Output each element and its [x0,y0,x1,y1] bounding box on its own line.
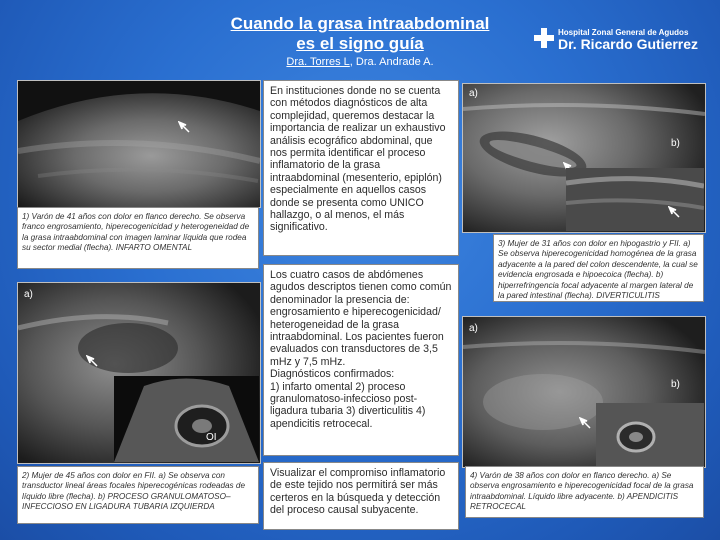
case1-ultrasound-image [17,80,261,208]
case2-arrow-icon [86,355,98,367]
case1-caption: 1) Varón de 41 años con dolor en flanco derecho. Se observa franco engrosamiento, hiperecogenicidad y heterogeneidad de la grasa intraabdominal con imagen laminar líquida que rodea su sector medial (flecha). INFARTO OMENTAL [17,207,259,269]
case4-ultrasound-graphic-b [596,403,704,466]
author-1: Dra. Torres L [286,56,350,68]
case2-label-a: a) [24,289,33,300]
diagnoses-heading: Diagnósticos confirmados: [270,368,395,381]
intro-text: En instituciones donde no se cuenta con métodos diagnósticos de alta complejidad, queremos destacar la importancia de realizar un exhaustivo análisis ecográfico abdominal, que nos permita identificar el proceso inflamatorio de la grasa intraabdominal (mesenterio, epiplón) especialmente en aquellos casos donde se presenta como UNICO hallazgo, o al menos, el más significativo. [270,85,446,234]
case4-caption: 4) Varón de 38 años con dolor en flanco derecho. a) Se observa engrosamiento e hiperecogenicidad focal de la grasa intraabdominal. Líquido libre adyacente. b) APENDICITIS RETROCECAL [465,466,704,518]
case3-arrow-b-icon [668,206,680,218]
conclusion-text: Visualizar el compromiso inflamatorio de este tejido nos permitirá ser más certeros en la búsqueda y detección del proceso causal subyacente. [270,467,446,517]
authors [0,56,720,69]
intro-text-box [263,80,459,256]
case4-label-b: b) [671,379,680,390]
case2-label-oi: OI [206,432,217,443]
logo-doctor-name: Dr. Ricardo Gutierrez [558,36,699,52]
case1-ultrasound-graphic [18,81,260,207]
case2-ultrasound-image-b [114,376,259,462]
case3-ultrasound-graphic-b [566,168,704,231]
medical-cross-icon [534,28,554,48]
case4-ultrasound-image-b [596,403,704,466]
title-line-1: Cuando la grasa intraabdominal [230,14,490,33]
conclusion-box [263,462,459,530]
case3-ultrasound-image-b [566,168,704,231]
case3-caption: 3) Mujer de 31 años con dolor en hipogastrio y FII. a) Se observa hiperecogenicidad homogénea de la grasa adyacente a la pared del colon descendente, la cual se evidencia engrosada e hipoecoica (flecha). b) hiperrefringencia focal adyacente al margen lateral de la pared intestinal (flecha). DIVERTICULITIS [493,234,704,302]
case3-label-a: a) [469,88,478,99]
author-rest: , Dra. Andrade A. [349,56,434,68]
case2-ultrasound-graphic-b [114,376,259,462]
hospital-logo [534,26,714,54]
case4-label-a: a) [469,323,478,334]
case2-caption: 2) Mujer de 45 años con dolor en FII. a) Se observa con transductor lineal áreas focales hiperecogénicas rodeadas de líquido libre (flecha). b) PROCESO GRANULOMATOSO–INFECCIOSO EN LIGADURA TUBARIA IZQUIERDA [17,466,259,524]
logo-hospital-name: Hospital Zonal General de Agudos [558,28,689,37]
case4-arrow-icon [579,417,591,429]
title-line-2: es el signo guía [296,34,424,53]
summary-paragraph: Los cuatro casos de abdómenes agudos descriptos tienen como común denominador la presencia de: engrosamiento e hiperecogenicidad/ heterogeneidad de la grasa intraabdominal. Los pacientes fueron evaluados con transductores de 3,5 mHz y 7,5 mHz. [270,269,452,368]
case1-arrow-icon [178,121,190,133]
diagnoses-list: 1) infarto omental 2) proceso granulomatoso-infeccioso post-ligadura tubaria 3) diverticulitis 4) apendicitis retrocecal. [270,380,426,430]
case3-label-b: b) [671,138,680,149]
cases-summary-box [263,264,459,456]
